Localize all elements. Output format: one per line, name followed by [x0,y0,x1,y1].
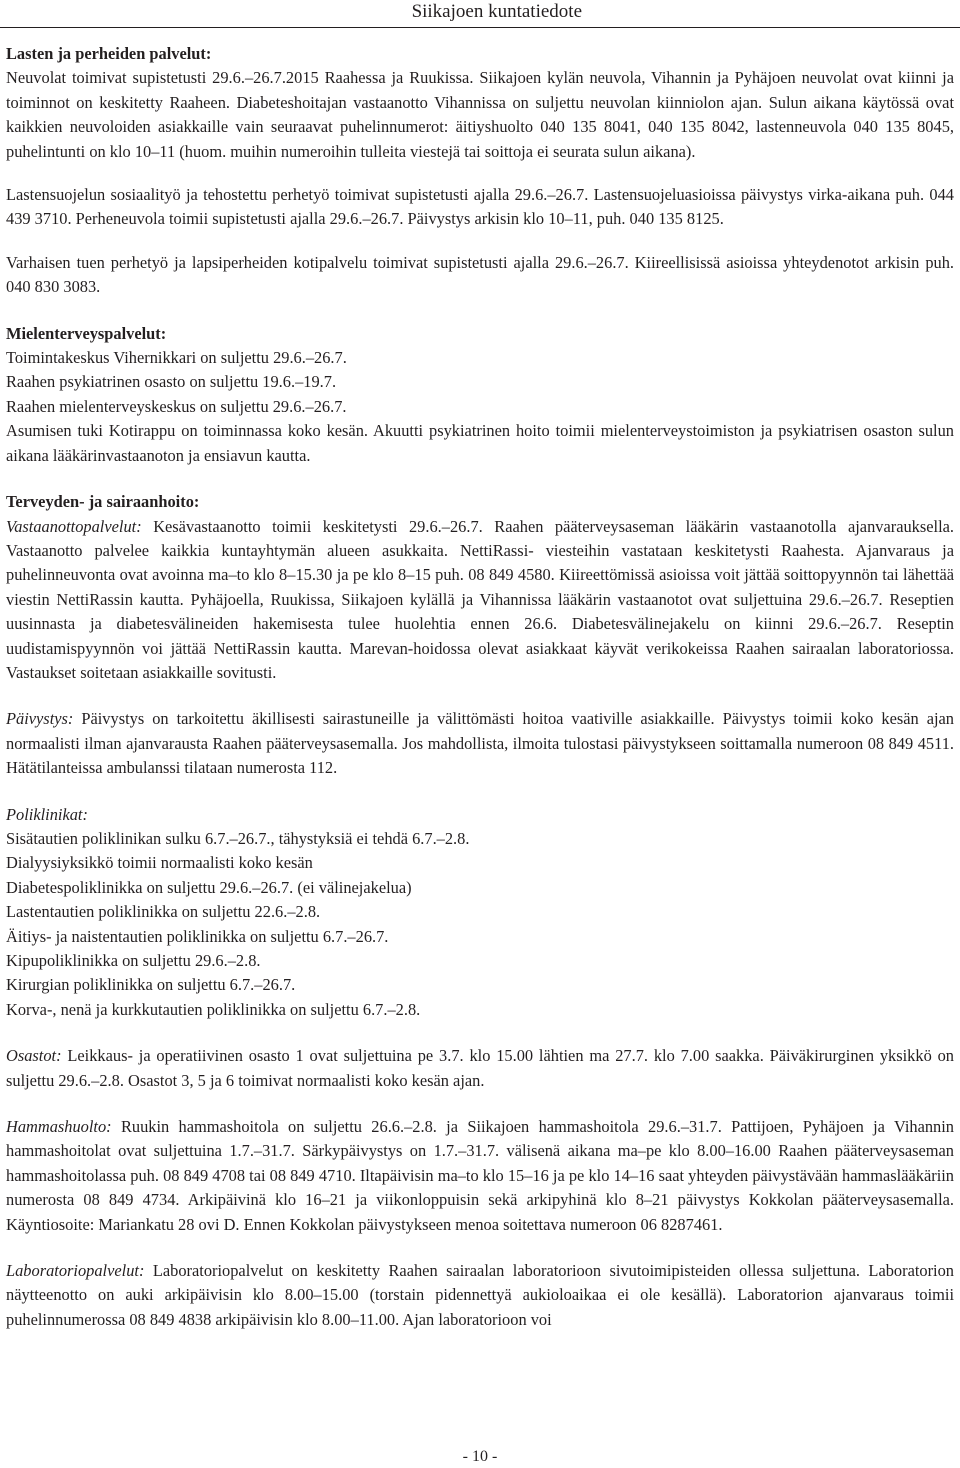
text-hammashuolto: Ruukin hammashoitola on suljettu 26.6.–2.8. ja Siikajoen hammashoitola 29.6.–31.7. Pattijoen, Pyhäjoen ja Vihannin hammashoitolat ovat suljettuina 1.7.–31.7. Särkypäivystys on 1.7.–31.7. välisenä aikana ma–pe klo 8.00–16.00 Raahen pääterveysaseman hammashoitolassa puh. 08 849 4708 tai 08 849 4710. Iltapäivisin ma–to klo 15–16 ja pe klo 14–16 saat yhteyden päivystävään hammaslääkäriin numerosta 08 849 4734. Arkipäivinä klo 16–21 ja viikonloppuisin sekä arkipyhinä klo 8–21 päivystys Kokkolan pääterveysasemalla. Käyntiosoite: Mariankatu 28 ovi D. Ennen Kokkolan päivystykseen menoa soitettava numeroon 06 8287461. [6,1117,954,1234]
section-heading-mental-health: Mielenterveyspalvelut: [6,323,167,343]
label-laboratoriopalvelut: Laboratoriopalvelut: [6,1261,145,1281]
paragraph-vastaanotto [6,515,954,686]
paragraph-paivystys [6,707,954,780]
line-mielenterveyskeskus: Raahen mielenterveyskeskus on suljettu 29.6.–26.7. [6,396,347,416]
label-hammashuolto: Hammashuolto: [6,1117,112,1137]
poliklinikka-item: Lastentautien poliklinikka on suljettu 22.6.–2.8. [6,902,321,922]
poliklinikka-item: Korva-, nenä ja kurkkutautien poliklinikka on suljettu 6.7.–2.8. [6,999,421,1019]
poliklinikka-item: Kirurgian poliklinikka on suljettu 6.7.–26.7. [6,975,296,995]
paragraph-varhainen-tuki: Varhaisen tuen perhetyö ja lapsiperheiden kotipalvelu toimivat supistetusti ajalla 29.6.–26.7. Kiireellisissä asioissa yhteydenotot arkisin puh. 040 830 3083. [6,252,954,297]
line-psykiatrinen-osasto: Raahen psykiatrinen osasto on suljettu 19.6.–19.7. [6,372,337,392]
text-vastaanottopalvelut: Kesävastaanotto toimii keskitetysti 29.6.–26.7. Raahen pääterveysaseman lääkärin vastaanotolla ajanvarauksella. Vastaanotto palvelee kaikkia kuntayhtymän alueen asukkaita. NettiRassi- viesteihin vastataan keskitetysti Raahesta. Ajanvaraus ja puhelinneuvonta ovat avoinna ma–to klo 8–15.30 ja pe klo 8–15 puh. 08 849 4580. Kiireettömissä asioissa voit jättää soittopyynnön tai lähettää viestin NettiRassin kautta. Pyhäjoella, Ruukissa, Siikajoen kylällä ja Vihannissa lääkärin vastaanotot ovat suljettuina 29.6.–26.7. Reseptien uusinnasta ja diabetesvälineiden hakemisesta tulee huolehtia ennen 26.6. Diabetesvälinejakelu on kiinni 29.6.–26.7. Reseptin uudistamispyynnön voi jättää NettiRassin kautta. Marevan-hoidossa olevat asiakkaat käyvät verikokeissa Raahen sairaalan laboratoriossa. Vastaukset soitetaan asiakkaille sovitusti. [6,516,954,682]
paragraph-hammashuolto [6,1115,954,1237]
paragraph-kotirappu: Asumisen tuki Kotirappu on toiminnassa koko kesän. Akuutti psykiatrinen hoito toimii mielenterveystoimiston ja psykiatrisen osaston sulun aikana lääkärinvastaanoton ja ensiavun kautta. [6,421,954,465]
label-paivystys: Päivystys: [6,709,74,729]
page-number: - 10 - [462,1448,498,1465]
paragraph-osastot [6,1044,954,1093]
poliklinikka-item: Kipupoliklinikka on suljettu 29.6.–2.8. [6,951,261,970]
text-laboratoriopalvelut: Laboratoriopalvelut on keskitetty Raahen sairaalan laboratorioon sivutoimipisteiden ollessa suljettuna. Laboratorion näytteenotto on auki arkipäivisin klo 8.00–15.00 (torstain pidennettyä aukioloaikaa ei ole kesällä). Laboratorion ajanvaraus toimii puhelinnumerossa 08 849 4838 arkipäivisin klo 8.00–11.00. Ajan laboratorioon voi [6,1261,954,1329]
paragraph-neuvolat: Neuvolat toimivat supistetusti 29.6.–26.7.2015 Raahessa ja Ruukissa. Siikajoen kylän neuvola, Vihannin ja Pyhäjoen neuvolat ovat kiinni ja toiminnot on keskitetty Raaheen. Diabeteshoitajan vastaanotto Vihannissa on suljettu neuvolan kiinniolon ajan. Sulun aikana käytössä ovat kaikkien neuvoloiden asiakkaille vain seuraavat puhelinnumerot: äitiyshuolto 040 135 8041, 040 135 8042, lastenneuvola 040 135 8045, puhelintunti on klo 10–11 (huom. muihin numeroihin tulleita viestejä tai soittoja ei seurata sulun aikana). [6,68,954,161]
poliklinikka-item: Äitiys- ja naistentautien poliklinikka on suljettu 6.7.–26.7. [6,926,389,946]
poliklinikka-item: Sisätautien poliklinikan sulku 6.7.–26.7., tähystyksiä ei tehdä 6.7.–2.8. [6,828,470,848]
paragraph-laboratorio [6,1259,954,1332]
page-header [0,0,960,28]
article-body [6,42,954,1332]
poliklinikka-item: Diabetespoliklinikka on suljettu 29.6.–26.7. (ei välinejakelua) [6,877,412,897]
header-divider [0,27,960,28]
label-vastaanottopalvelut: Vastaanottopalvelut: [6,516,142,536]
publication-title: Siikajoen kuntatiedote [411,1,582,22]
line-vihernikkari: Toimintakeskus Vihernikkari on suljettu 29.6.–26.7. [6,348,347,368]
label-osastot: Osastot: [6,1046,62,1066]
section-heading-health-care: Terveyden- ja sairaanhoito: [6,492,200,512]
poliklinikka-item: Dialyysiyksikkö toimii normaalisti koko kesän [6,853,313,873]
section-heading-children-families: Lasten ja perheiden palvelut: [6,44,212,63]
paragraph-lastensuojelu: Lastensuojelun sosiaalityö ja tehostettu perhetyö toimivat supistetusti ajalla 29.6.–26.7. Lastensuojeluasioissa päivystys virka-aikana puh. 044 439 3710. Perheneuvola toimii supistetusti ajalla 29.6.–26.7. Päivystys arkisin klo 10–11, puh. 040 135 8125. [6,185,954,229]
text-osastot: Leikkaus- ja operatiivinen osasto 1 ovat suljettuina pe 3.7. klo 15.00 lähtien ma 27.7. klo 7.00 saakka. Päiväkirurginen yksikkö on suljettu 29.6.–2.8. Osastot 3, 5 ja 6 toimivat normaalisti koko kesän ajan. [6,1046,954,1090]
text-paivystys: Päivystys on tarkoitettu äkillisesti sairastuneille ja välittömästi hoitoa vaativille asiakkaille. Päivystys toimii koko kesän ajan normaalisti ilman ajanvarausta Raahen pääterveysasemalla. Jos mahdollista, ilmoita tulostasi päivystykseen soittamalla numeroon 08 849 4511. Hätätilanteissa ambulanssi tilataan numerosta 112. [6,709,954,778]
label-poliklinikat: Poliklinikat: [6,804,88,824]
